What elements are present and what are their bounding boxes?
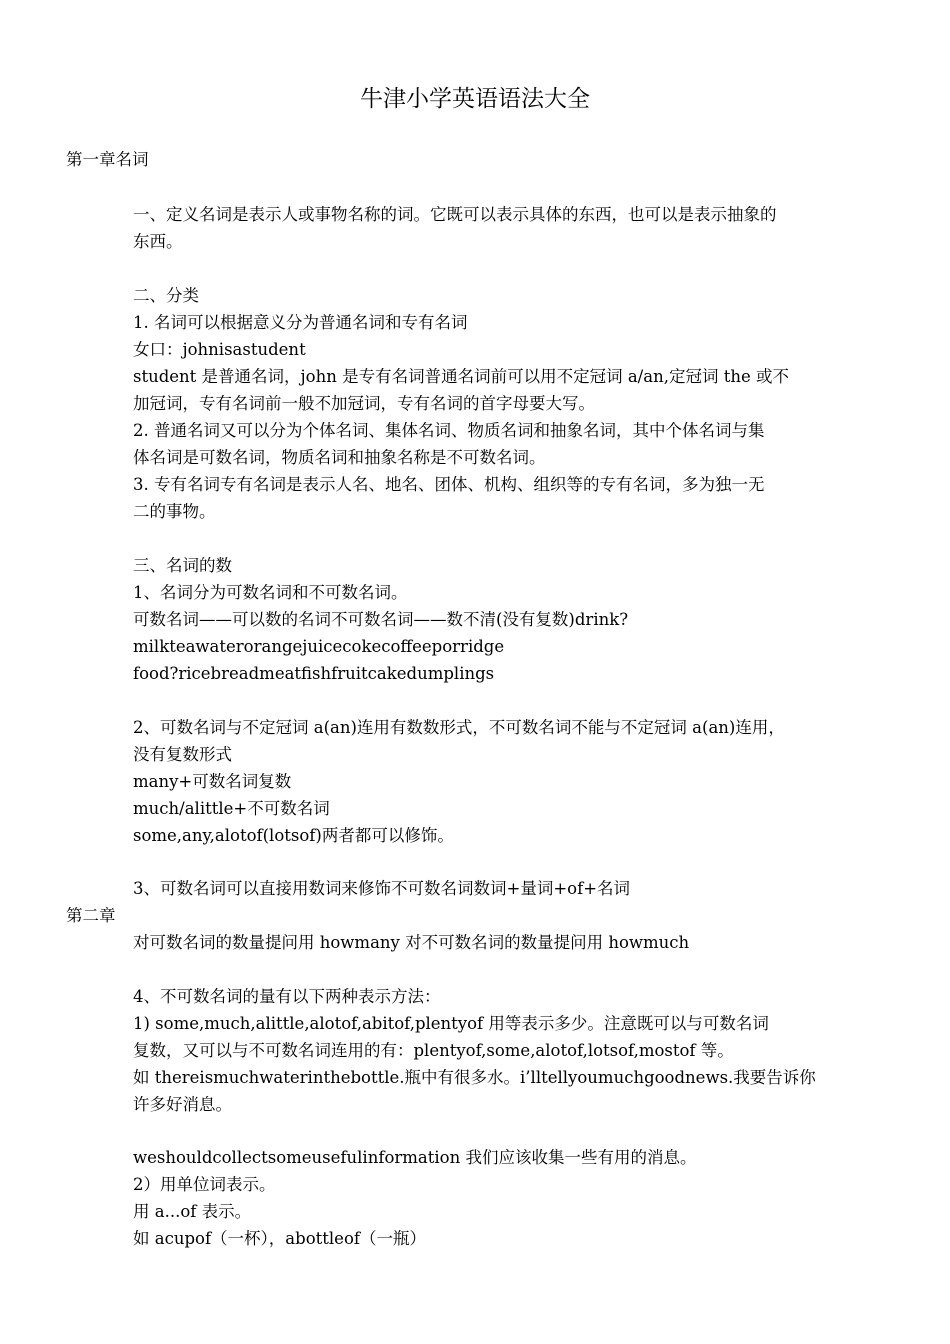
section-heading: 三、名词的数 — [133, 556, 232, 575]
paragraph-line: weshouldcollectsomeusefulinformation 我们应该收集一些有用的消息。 — [133, 1148, 697, 1167]
paragraph-line: 如 acupof（一杯），abottleof（一瓶） — [133, 1229, 426, 1248]
paragraph-line: 2）用单位词表示。 — [133, 1175, 276, 1194]
paragraph-line: student 是普通名词，john 是专有名词普通名词前可以用不定冠词 a/an,定冠词 the 或不 — [133, 367, 789, 386]
paragraph-line: 2. 普通名词又可以分为个体名词、集体名词、物质名词和抽象名词，其中个体名词与集 — [133, 421, 765, 440]
paragraph-line: 用 a...of 表示。 — [133, 1202, 252, 1221]
paragraph-line: 女口：johnisastudent — [133, 340, 306, 359]
paragraph-line: 3. 专有名词专有名词是表示人名、地名、团体、机构、组织等的专有名词，多为独一无 — [133, 475, 765, 494]
paragraph-line: 对可数名词的数量提问用 howmany 对不可数名词的数量提问用 howmuch — [133, 933, 690, 952]
paragraph-line: 1、名词分为可数名词和不可数名词。 — [133, 583, 408, 602]
paragraph-line: 3、可数名词可以直接用数词来修饰不可数名词数词+量词+of+名词 — [133, 879, 631, 898]
paragraph-line: 如 thereismuchwaterinthebottle.瓶中有很多水。i’lltellyoumuchgoodnews.我要告诉你 — [133, 1068, 816, 1087]
paragraph-line: milkteawaterorangejuicecokecoffeeporridge — [133, 637, 505, 656]
chapter-heading: 第二章 — [66, 906, 116, 925]
paragraph-line: 没有复数形式 — [133, 745, 232, 764]
paragraph-line: 许多好消息。 — [133, 1095, 232, 1114]
paragraph-line: much/alittle+不可数名词 — [133, 799, 330, 818]
paragraph-line: 二的事物。 — [133, 502, 216, 521]
paragraph-line: some,any,alotof(lotsof)两者都可以修饰。 — [133, 826, 454, 845]
paragraph-line: 1. 名词可以根据意义分为普通名词和专有名词 — [133, 313, 468, 332]
document-title: 牛津小学英语语法大全 — [360, 86, 590, 112]
paragraph-line: 一、定义名词是表示人或事物名称的词。它既可以表示具体的东西，也可以是表示抽象的 — [133, 205, 777, 224]
paragraph-line: 体名词是可数名词，物质名词和抽象名称是不可数名词。 — [133, 448, 546, 467]
section-heading: 二、分类 — [133, 286, 199, 305]
paragraph-line: 可数名词——可以数的名词不可数名词——数不清(没有复数)drink? — [133, 610, 629, 629]
paragraph-line: many+可数名词复数 — [133, 772, 292, 791]
paragraph-line: 加冠词，专有名词前一般不加冠词，专有名词的首字母要大写。 — [133, 394, 595, 413]
paragraph-line: 东西。 — [133, 232, 183, 251]
chapter-heading: 第一章名词 — [66, 150, 149, 169]
paragraph-line: 复数，又可以与不可数名词连用的有：plentyof,some,alotof,lotsof,mostof 等。 — [133, 1041, 734, 1060]
paragraph-line: 2、可数名词与不定冠词 a(an)连用有数数形式，不可数名词不能与不定冠词 a(an)连用， — [133, 718, 785, 737]
paragraph-line: food?ricebreadmeatfishfruitcakedumplings — [133, 664, 495, 683]
paragraph-line: 4、不可数名词的量有以下两种表示方法： — [133, 987, 441, 1006]
paragraph-line: 1) some,much,alittle,alotof,abitof,plentyof 用等表示多少。注意既可以与可数名词 — [133, 1014, 769, 1033]
